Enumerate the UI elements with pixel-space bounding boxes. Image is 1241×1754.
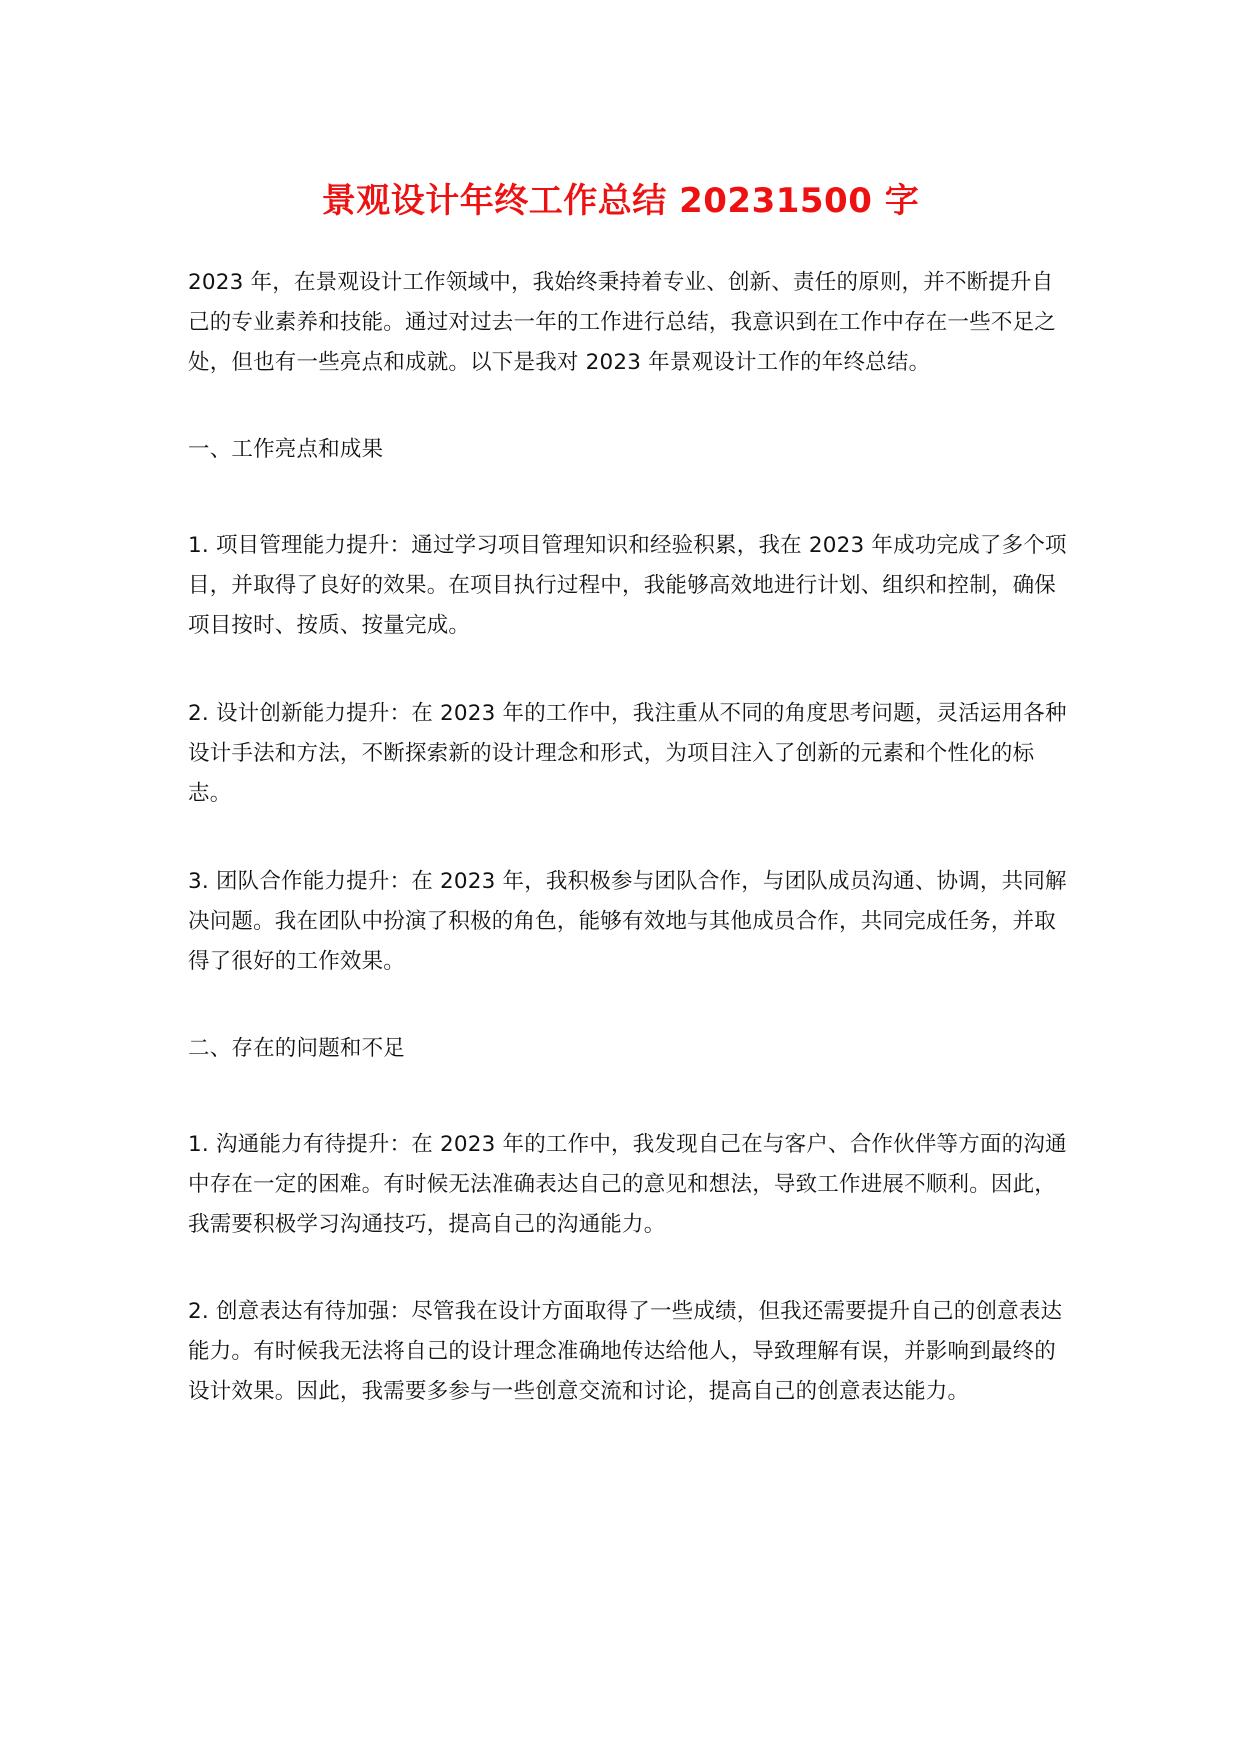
intro-paragraph: 2023 年，在景观设计工作领域中，我始终秉持着专业、创新、责任的原则，并不断提升自己的专业素养和技能。通过对过去一年的工作进行总结，我意识到在工作中存在一些不足之处，但也有一些亮点和成就。以下是我对 2023 年景观设计工作的年终总结。 [188,270,1057,375]
section-heading-problems: 二、存在的问题和不足 [188,1036,406,1061]
problem-item-communication: 1. 沟通能力有待提升：在 2023 年的工作中，我发现自己在与客户、合作伙伴等方面的沟通中存在一定的困难。有时候无法准确表达自己的意见和想法，导致工作进展不顺利。因此，我需要积极学习沟通技巧，提高自己的沟通能力。 [188,1132,1067,1237]
problem-item-creative-expression: 2. 创意表达有待加强：尽管我在设计方面取得了一些成绩，但我还需要提升自己的创意表达能力。有时候我无法将自己的设计理念准确地传达给他人，导致理解有误，并影响到最终的设计效果。因此，我需要多参与一些创意交流和讨论，提高自己的创意表达能力。 [188,1299,1063,1404]
section-heading-achievements: 一、工作亮点和成果 [188,437,384,462]
achievement-item-design-innovation: 2. 设计创新能力提升：在 2023 年的工作中，我注重从不同的角度思考问题，灵活运用各种设计手法和方法，不断探索新的设计理念和形式，为项目注入了创新的元素和个性化的标志。 [188,701,1067,806]
achievement-item-teamwork: 3. 团队合作能力提升：在 2023 年，我积极参与团队合作，与团队成员沟通、协调，共同解决问题。我在团队中扮演了积极的角色，能够有效地与其他成员合作，共同完成任务，并取得了很好的工作效果。 [188,869,1067,974]
document-title: 景观设计年终工作总结 20231500 字 [321,181,920,221]
achievement-item-project-management: 1. 项目管理能力提升：通过学习项目管理知识和经验积累，我在 2023 年成功完成了多个项目，并取得了良好的效果。在项目执行过程中，我能够高效地进行计划、组织和控制，确保项目按时、按质、按量完成。 [188,533,1067,638]
